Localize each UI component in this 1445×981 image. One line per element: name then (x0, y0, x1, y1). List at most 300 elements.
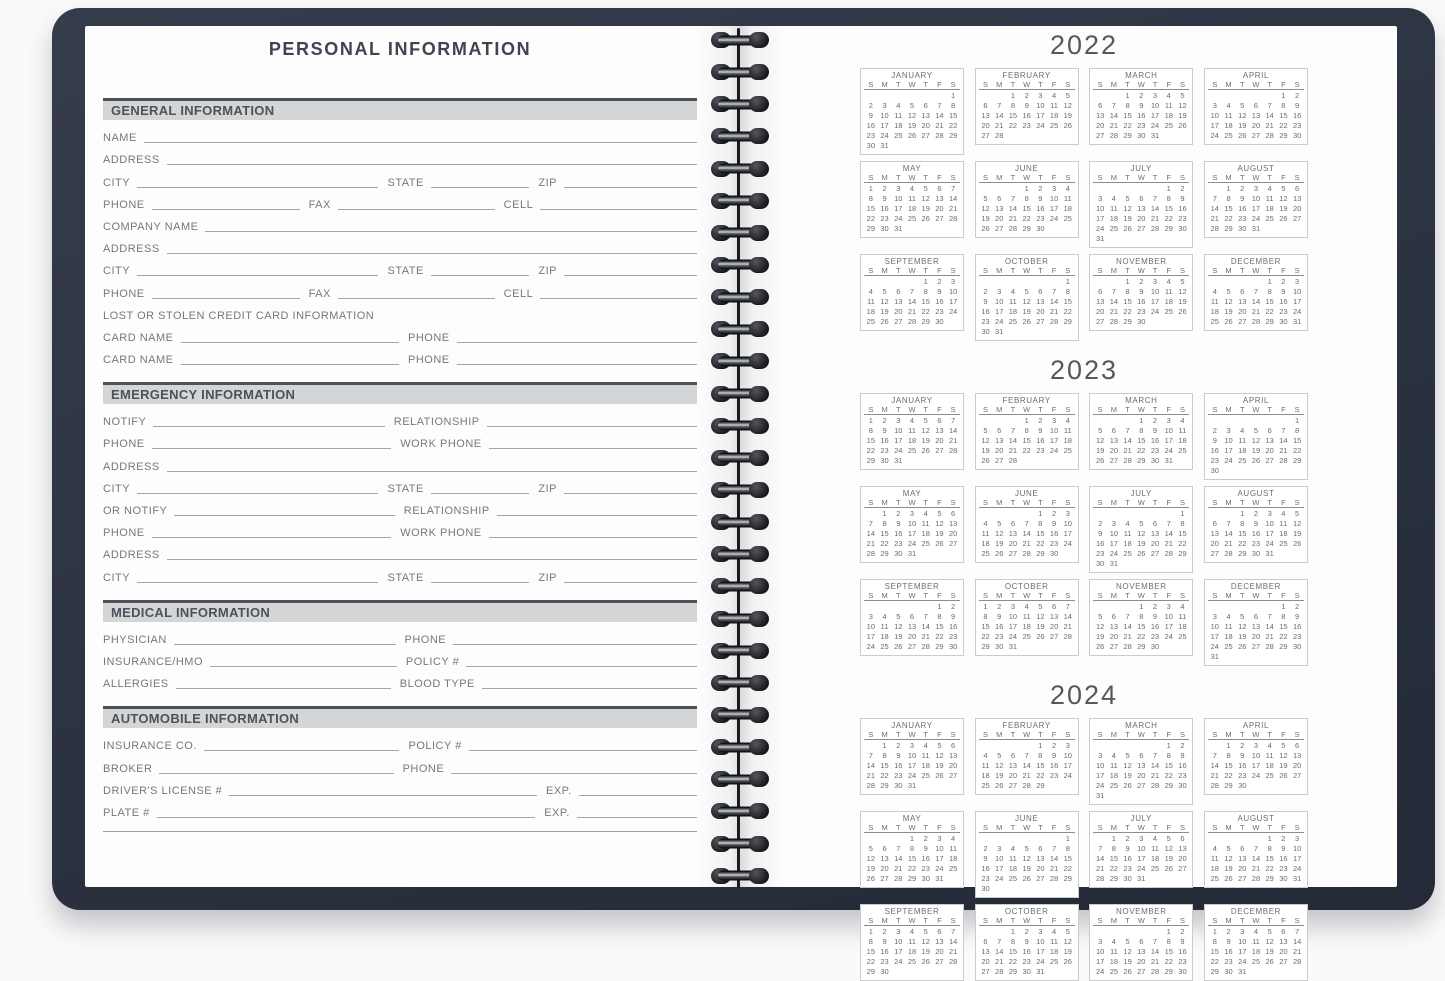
date-cell: 2 (1180, 741, 1185, 750)
fill-in-line (176, 687, 391, 689)
date-cell: 10 (1036, 937, 1045, 946)
date-cell: 11 (1279, 519, 1288, 528)
weekday-letter: T (1239, 173, 1245, 182)
weekday-letter: S (868, 80, 874, 89)
date-cell: 20 (1251, 121, 1261, 130)
weekday-letter: S (983, 173, 989, 182)
date-cell: 12 (981, 204, 990, 213)
date-cell: 19 (1178, 111, 1187, 120)
date-cell: 20 (995, 214, 1004, 223)
date-cell: 28 (995, 967, 1004, 976)
field-label: CITY (103, 571, 131, 584)
weekday-letter: T (923, 173, 928, 182)
date-cell: 9 (1295, 101, 1300, 110)
date-cell: 11 (1178, 612, 1187, 621)
date-cell: 8 (882, 751, 887, 760)
date-cell: 12 (866, 854, 876, 863)
date-cell: 23 (1292, 121, 1302, 130)
weekday-letter: W (1023, 405, 1031, 414)
date-cell: 11 (1109, 204, 1118, 213)
weekday-letter: S (1212, 730, 1218, 739)
date-cell: 5 (923, 416, 928, 425)
date-cell: 4 (1267, 741, 1272, 750)
fill-in-line (137, 492, 378, 494)
fill-in-line (167, 470, 697, 472)
date-cell: 27 (935, 214, 944, 223)
weekday-letter: W (1137, 173, 1145, 182)
date-cell: 22 (880, 771, 889, 780)
dates-grid (979, 509, 1075, 559)
date-cell: 6 (1010, 519, 1016, 528)
date-cell: 13 (1238, 854, 1247, 863)
date-cell: 27 (907, 642, 917, 651)
fill-in-line (152, 447, 392, 449)
weekday-letter: M (881, 405, 888, 414)
weekday-header-row (864, 405, 960, 415)
dates-grid (1093, 834, 1189, 884)
date-cell: 27 (1137, 781, 1146, 790)
date-cell: 13 (1137, 204, 1146, 213)
month-calendar (860, 811, 964, 888)
date-cell: 14 (1095, 854, 1105, 863)
weekday-letter: W (1023, 80, 1031, 89)
weekday-letter: S (1294, 823, 1300, 832)
date-cell: 21 (1292, 947, 1302, 956)
date-cell: 29 (880, 781, 889, 790)
empty-cell (919, 91, 933, 101)
date-cell: 24 (1164, 446, 1173, 455)
weekday-letter: S (950, 498, 956, 507)
date-cell: 2 (1051, 509, 1057, 518)
weekday-letter: S (1065, 173, 1071, 182)
date-cell: 25 (1164, 121, 1173, 130)
date-cell: 11 (1238, 436, 1247, 445)
date-cell: 30 (1238, 224, 1247, 233)
date-cell: 1 (1212, 927, 1217, 936)
month-name: DECEMBER (1230, 257, 1282, 266)
date-cell: 4 (951, 834, 956, 843)
date-cell: 22 (866, 446, 876, 455)
date-cell: 21 (1095, 864, 1105, 873)
date-cell: 15 (866, 204, 876, 213)
date-cell: 21 (1109, 121, 1119, 130)
date-cell: 3 (909, 509, 915, 518)
date-cell: 24 (894, 214, 903, 223)
dates-grid (1093, 927, 1189, 977)
date-cell: 25 (921, 771, 930, 780)
empty-cell (1006, 277, 1020, 287)
date-cell: 5 (1024, 287, 1029, 296)
weekday-letter: M (996, 266, 1003, 275)
date-cell: 9 (1180, 937, 1185, 946)
date-cell: 23 (1095, 549, 1105, 558)
date-cell: 1 (937, 602, 942, 611)
empty-cell (1235, 602, 1249, 612)
date-cell: 29 (1292, 456, 1302, 465)
weekday-letter: S (1097, 498, 1103, 507)
month-name: JULY (1130, 164, 1152, 173)
weekday-letter: F (1166, 173, 1172, 182)
date-cell: 11 (908, 937, 916, 946)
date-cell: 6 (1212, 519, 1217, 528)
date-cell: 11 (1009, 297, 1017, 306)
date-cell: 11 (1164, 101, 1173, 110)
weekday-letter: F (1166, 730, 1172, 739)
date-cell: 18 (1049, 111, 1059, 120)
date-cell: 13 (1095, 111, 1105, 120)
weekday-header-row (1208, 80, 1304, 90)
date-cell: 20 (1265, 446, 1274, 455)
weekday-letter: W (1023, 823, 1031, 832)
date-cell: 6 (1111, 612, 1116, 621)
date-cell: 26 (1022, 317, 1031, 326)
date-cell: 13 (1150, 529, 1160, 538)
weekday-letter: T (1267, 80, 1272, 89)
field-label: EXP. (546, 784, 572, 797)
binding-coil (711, 803, 769, 819)
date-cell: 14 (1251, 854, 1261, 863)
empty-cell (878, 834, 892, 844)
date-cell: 26 (935, 539, 944, 548)
date-cell: 7 (1024, 519, 1029, 528)
date-cell: 13 (1095, 297, 1105, 306)
empty-cell (979, 184, 993, 194)
date-cell: 6 (1139, 194, 1144, 203)
empty-cell (1263, 602, 1277, 612)
date-cell: 16 (1123, 854, 1132, 863)
date-cell: 1 (923, 277, 928, 286)
field-label: NAME (103, 132, 137, 145)
date-cell: 8 (1281, 612, 1286, 621)
date-cell: 1 (1139, 602, 1144, 611)
weekday-letter: S (1097, 591, 1103, 600)
date-cell: 10 (1095, 204, 1105, 213)
date-cell: 20 (1279, 947, 1288, 956)
weekday-letter: S (1097, 730, 1103, 739)
month-name: JUNE (1015, 814, 1039, 823)
date-cell: 26 (1178, 307, 1187, 316)
weekday-letter: F (1051, 80, 1057, 89)
date-cell: 13 (948, 751, 958, 760)
weekday-letter: T (1152, 498, 1158, 507)
empty-cell (1222, 834, 1236, 844)
empty-cell (1107, 509, 1121, 519)
date-cell: 30 (1022, 967, 1031, 976)
date-cell: 12 (1224, 297, 1233, 306)
weekday-letter: T (1010, 266, 1016, 275)
date-cell: 3 (1152, 277, 1158, 286)
date-cell: 24 (1210, 642, 1219, 651)
date-cell: 8 (1139, 612, 1144, 621)
weekday-header-row (864, 266, 960, 276)
date-cell: 1 (1267, 834, 1272, 843)
weekday-letter: F (1051, 591, 1057, 600)
date-cell: 15 (907, 854, 917, 863)
date-cell: 27 (1036, 874, 1045, 883)
date-cell: 14 (1063, 612, 1072, 621)
date-cell: 12 (1265, 937, 1274, 946)
date-cell: 29 (866, 967, 876, 976)
section-header (103, 98, 697, 120)
field-label: CELL (503, 198, 534, 211)
date-cell: 16 (1292, 111, 1302, 120)
date-cell: 11 (866, 297, 875, 306)
date-cell: 14 (948, 426, 958, 435)
date-cell: 3 (1253, 184, 1259, 193)
date-cell: 21 (866, 539, 876, 548)
date-cell: 27 (935, 957, 944, 966)
date-cell: 20 (1049, 622, 1059, 631)
fill-in-line (489, 447, 697, 449)
date-cell: 11 (1224, 111, 1233, 120)
weekday-letter: T (1125, 405, 1130, 414)
weekday-letter: W (1252, 80, 1260, 89)
date-cell: 14 (907, 297, 917, 306)
month-calendar (1089, 68, 1193, 145)
date-cell: 31 (907, 781, 917, 790)
date-cell: 19 (1178, 297, 1187, 306)
date-cell: 18 (1109, 214, 1119, 223)
date-cell: 14 (995, 947, 1004, 956)
date-cell: 24 (1150, 307, 1160, 316)
weekday-letter: S (1212, 916, 1218, 925)
weekday-letter: S (983, 916, 989, 925)
date-cell: 21 (1150, 214, 1160, 223)
date-cell: 8 (1139, 426, 1144, 435)
field-label: PHONE (408, 354, 450, 367)
date-cell: 4 (1051, 927, 1057, 936)
date-cell: 28 (1008, 456, 1018, 465)
date-cell: 2 (1152, 416, 1158, 425)
date-cell: 20 (1238, 864, 1247, 873)
date-cell: 1 (1038, 509, 1043, 518)
date-cell: 31 (935, 874, 944, 883)
date-cell: 7 (1111, 287, 1116, 296)
date-cell: 5 (1240, 101, 1245, 110)
date-cell: 31 (1265, 549, 1274, 558)
date-cell: 2 (997, 602, 1002, 611)
date-cell: 28 (1210, 224, 1219, 233)
date-cell: 18 (907, 947, 917, 956)
date-cell: 9 (1152, 426, 1158, 435)
date-cell: 14 (1150, 947, 1160, 956)
date-cell: 19 (1095, 632, 1105, 641)
month-calendar (1204, 254, 1308, 331)
date-cell: 6 (1010, 751, 1016, 760)
date-cell: 5 (1180, 277, 1185, 286)
dates-grid (1208, 602, 1304, 662)
weekday-letter: M (881, 916, 888, 925)
date-cell: 14 (1265, 622, 1274, 631)
date-cell: 3 (1267, 509, 1272, 518)
date-cell: 20 (935, 947, 944, 956)
date-cell: 6 (983, 937, 988, 946)
date-cell: 10 (1292, 287, 1302, 296)
date-cell: 13 (1049, 612, 1059, 621)
date-cell: 22 (880, 539, 889, 548)
date-cell: 4 (983, 751, 988, 760)
date-cell: 6 (1240, 287, 1245, 296)
date-cell: 16 (981, 864, 990, 873)
date-cell: 12 (981, 436, 990, 445)
weekday-letter: S (1294, 266, 1300, 275)
weekday-letter: F (1051, 823, 1057, 832)
date-cell: 30 (1251, 549, 1261, 558)
weekday-letter: T (1038, 405, 1043, 414)
date-cell: 2 (923, 834, 928, 843)
date-cell: 26 (866, 874, 876, 883)
date-cell: 29 (1063, 317, 1072, 326)
weekday-letter: S (950, 80, 956, 89)
date-cell: 9 (1253, 519, 1259, 528)
date-cell: 24 (935, 864, 944, 873)
weekday-letter: T (1038, 266, 1043, 275)
date-cell: 29 (1123, 131, 1132, 140)
fill-in-line (137, 274, 378, 276)
date-cell: 17 (1036, 111, 1045, 120)
date-cell: 12 (935, 519, 944, 528)
date-cell: 18 (1164, 111, 1173, 120)
date-cell: 10 (1210, 622, 1219, 631)
weekday-letter: T (895, 173, 901, 182)
empty-cell (1121, 602, 1135, 612)
weekday-header-row (1208, 266, 1304, 276)
date-cell: 14 (1049, 854, 1059, 863)
date-cell: 25 (1109, 224, 1119, 233)
date-cell: 23 (1178, 957, 1187, 966)
binding-coil (711, 450, 769, 466)
empty-cell (992, 834, 1006, 844)
field-label: RELATIONSHIP (393, 416, 480, 429)
weekday-letter: T (1152, 266, 1158, 275)
date-cell: 5 (1267, 927, 1272, 936)
date-cell: 17 (1210, 121, 1219, 130)
date-cell: 22 (1164, 771, 1173, 780)
date-cell: 17 (907, 529, 917, 538)
date-cell: 22 (1224, 214, 1233, 223)
date-cell: 10 (1265, 519, 1274, 528)
weekday-letter: W (1023, 173, 1031, 182)
fill-in-line (540, 297, 697, 299)
date-cell: 13 (948, 519, 958, 528)
empty-cell (864, 91, 878, 101)
weekday-letter: S (1179, 823, 1185, 832)
date-cell: 26 (1095, 456, 1105, 465)
date-cell: 6 (1253, 612, 1259, 621)
date-cell: 25 (1022, 632, 1031, 641)
month-calendar (975, 161, 1079, 238)
weekday-letter: S (868, 173, 874, 182)
date-cell: 7 (868, 519, 873, 528)
date-cell: 19 (981, 446, 990, 455)
fill-in-line (210, 665, 397, 667)
date-cell: 22 (948, 121, 958, 130)
date-cell: 30 (1150, 642, 1160, 651)
form-bottom-rule (103, 831, 697, 832)
date-cell: 9 (1180, 194, 1185, 203)
date-cell: 17 (894, 947, 903, 956)
date-cell: 30 (1137, 317, 1146, 326)
weekday-header-row (979, 591, 1075, 601)
date-cell: 22 (1164, 214, 1173, 223)
date-cell: 31 (1095, 234, 1105, 243)
date-cell: 27 (1292, 214, 1302, 223)
date-cell: 15 (880, 761, 889, 770)
date-cell: 28 (1150, 781, 1160, 790)
binding-coil (711, 321, 769, 337)
date-cell: 19 (1279, 204, 1288, 213)
date-cell: 23 (948, 632, 958, 641)
weekday-letter: M (1225, 405, 1232, 414)
weekday-letter: W (1023, 591, 1031, 600)
coil-bar (718, 260, 762, 269)
date-cell: 20 (1095, 121, 1105, 130)
date-cell: 15 (1123, 297, 1132, 306)
date-cell: 16 (1279, 854, 1288, 863)
date-cell: 7 (1212, 194, 1217, 203)
form-row (103, 431, 697, 453)
date-cell: 29 (1063, 874, 1072, 883)
date-cell: 20 (948, 529, 958, 538)
date-cell: 17 (894, 204, 903, 213)
weekday-header-row (979, 498, 1075, 508)
date-cell: 4 (1152, 834, 1158, 843)
date-cell: 29 (1008, 967, 1018, 976)
date-cell: 28 (1150, 967, 1160, 976)
empty-cell (1107, 416, 1121, 426)
date-cell: 12 (1063, 937, 1072, 946)
date-cell: 17 (1049, 436, 1059, 445)
weekday-letter: T (1239, 80, 1245, 89)
dates-grid (1208, 509, 1304, 559)
weekday-letter: M (1225, 498, 1232, 507)
date-cell: 15 (1063, 297, 1072, 306)
date-cell: 29 (1279, 131, 1288, 140)
date-cell: 23 (1049, 771, 1059, 780)
date-cell: 13 (981, 111, 990, 120)
months-grid (860, 718, 1308, 981)
empty-cell (1121, 509, 1135, 519)
date-cell: 3 (909, 741, 915, 750)
date-cell: 23 (1178, 771, 1187, 780)
coil-bar (718, 228, 762, 237)
month-calendar (975, 904, 1079, 981)
weekday-letter: S (1179, 916, 1185, 925)
date-cell: 3 (1212, 612, 1217, 621)
date-cell: 1 (882, 741, 887, 750)
date-cell: 10 (995, 297, 1004, 306)
date-cell: 4 (923, 509, 928, 518)
date-cell: 1 (1281, 602, 1286, 611)
date-cell: 8 (983, 612, 988, 621)
date-cell: 29 (1210, 967, 1219, 976)
binding-coil (711, 578, 769, 594)
date-cell: 13 (981, 947, 990, 956)
date-cell: 14 (1109, 297, 1119, 306)
weekday-letter: T (1239, 916, 1245, 925)
date-cell: 18 (981, 771, 990, 780)
field-label: POLICY # (405, 655, 460, 668)
date-cell: 2 (1240, 184, 1245, 193)
weekday-letter: W (1252, 498, 1260, 507)
weekday-letter: M (1225, 591, 1232, 600)
date-cell: 26 (1238, 642, 1247, 651)
weekday-letter: S (1212, 80, 1218, 89)
empty-cell (1148, 509, 1162, 519)
date-cell: 28 (1109, 317, 1119, 326)
empty-cell (1107, 184, 1121, 194)
weekday-letter: W (1137, 591, 1145, 600)
